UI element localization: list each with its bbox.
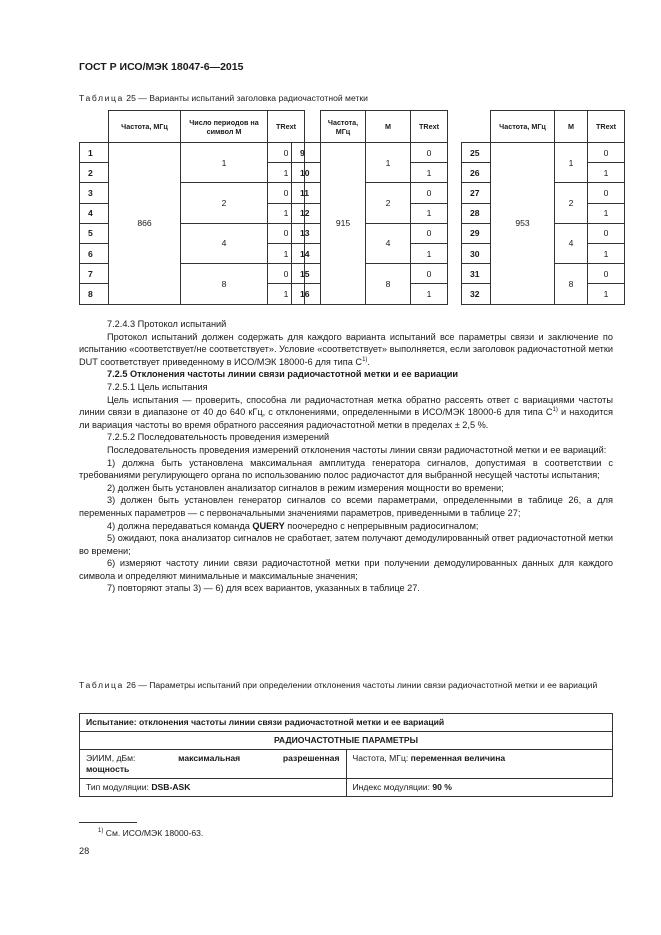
periods-cell: 1 — [181, 143, 268, 183]
trext-cell: 0 — [411, 223, 448, 243]
table26-eirp-cell: ЭИИМ, дБм: максимальная разрешенная мощность — [80, 750, 347, 779]
periods-cell: 1 — [366, 143, 411, 183]
table26-modulation-cell: Тип модуляции: DSB-ASK — [80, 779, 347, 797]
periods-cell: 8 — [181, 264, 268, 304]
periods-cell: 2 — [366, 183, 411, 223]
list-item: 4) должна передаваться команда QUERY поочередно с непрерывным радиосигналом; — [107, 520, 479, 531]
trext-cell: 0 — [268, 223, 305, 243]
trext-cell: 0 — [411, 183, 448, 203]
variant-number: 8 — [80, 284, 109, 304]
variant-number: 15 — [292, 264, 321, 284]
trext-cell: 0 — [588, 183, 625, 203]
list-item: 3) должен быть установлен генератор сигналов со всеми параметрами, определенными в таблице 26, а для переменных параметров — с первоначальными значениями параметров, приведенными в таблице 27; — [79, 495, 613, 518]
table26-section: РАДИОЧАСТОТНЫЕ ПАРАМЕТРЫ — [80, 732, 613, 750]
header-periods: M — [366, 111, 411, 143]
trext-cell: 0 — [268, 143, 305, 163]
table25-caption: Таблица 25 — Варианты испытаний заголовка радиочастотной метки — [79, 93, 368, 103]
trext-cell: 0 — [411, 143, 448, 163]
variant-number: 1 — [80, 143, 109, 163]
header-frequency: Частота, МГц — [321, 111, 366, 143]
trext-cell: 1 — [411, 284, 448, 304]
list-item: 7) повторяют этапы 3) — 6) для всех вариантов, указанных в таблице 27. — [107, 583, 420, 594]
variant-number: 30 — [462, 243, 491, 263]
table-row — [462, 143, 625, 163]
periods-cell: 4 — [181, 223, 268, 263]
trext-cell: 1 — [588, 203, 625, 223]
trext-cell: 0 — [588, 264, 625, 284]
periods-cell: 2 — [181, 183, 268, 223]
variant-number: 13 — [292, 223, 321, 243]
variant-number: 26 — [462, 163, 491, 183]
trext-cell: 0 — [268, 264, 305, 284]
table-row — [292, 264, 448, 284]
periods-cell: 4 — [366, 223, 411, 263]
table25-block — [461, 110, 625, 305]
trext-cell: 0 — [588, 223, 625, 243]
page-header: ГОСТ Р ИСО/МЭК 18047-6—2015 — [79, 61, 244, 73]
header-trext: TRext — [411, 111, 448, 143]
periods-cell: 2 — [555, 183, 588, 223]
variant-number: 32 — [462, 284, 491, 304]
heading-7-2-4-3: 7.2.4.3 Протокол испытаний — [107, 319, 227, 329]
header-trext: TRext — [268, 111, 305, 143]
table26 — [79, 713, 613, 797]
page-number: 28 — [79, 846, 90, 856]
table26-title: Испытание: отклонения частоты линии связи радиочастотной метки и ее вариаций — [80, 714, 613, 732]
variant-number: 27 — [462, 183, 491, 203]
trext-cell: 1 — [411, 243, 448, 263]
heading-7-2-5: 7.2.5 Отклонения частоты линии связи радиочастотной метки и ее вариации — [107, 369, 459, 380]
variant-number: 5 — [80, 223, 109, 243]
table-corner — [462, 111, 491, 143]
periods-cell: 8 — [555, 264, 588, 304]
trext-cell: 0 — [268, 183, 305, 203]
variant-number: 6 — [80, 243, 109, 263]
variant-number: 10 — [292, 163, 321, 183]
header-frequency: Частота, МГц — [109, 111, 181, 143]
trext-cell: 1 — [268, 284, 305, 304]
header-periods: Число периодов на символ M — [181, 111, 268, 143]
trext-cell: 1 — [268, 163, 305, 183]
table26-frequency-cell: Частота, МГц: переменная величина — [346, 750, 613, 779]
header-periods: M — [555, 111, 588, 143]
trext-cell: 1 — [588, 243, 625, 263]
footnote: $^{1)}$ См. ИСО/МЭК 18000-63. — [98, 828, 204, 838]
variant-number: 11 — [292, 183, 321, 203]
table25-block — [79, 110, 305, 305]
variant-number: 14 — [292, 243, 321, 263]
paragraph-purpose: Цель испытания — проверить, способна ли радиочастотная метка обратно рассеять ответ с вариациями частоты линии связи в диапазоне от 40 до 640 кГц, с отклонениями, определенными в ИСО/МЭК 18000-6 для типа $С^{1)}$ и находится ли вариация частоты во время обратного рассеяния радиочастотной метки в пределах ± 2,5 %. — [79, 394, 613, 430]
table-corner — [292, 111, 321, 143]
periods-cell: 4 — [555, 223, 588, 263]
frequency-cell: 915 — [321, 143, 366, 305]
heading-7-2-5-1: 7.2.5.1 Цель испытания — [107, 381, 208, 392]
trext-cell: 1 — [588, 163, 625, 183]
variant-number: 29 — [462, 223, 491, 243]
list-item: 6) измеряют частоту линии связи радиочастотной метки при получении демодулированных данных для каждого символа и определяют минимальные и максимальные значения; — [79, 558, 613, 581]
variant-number: 12 — [292, 203, 321, 223]
trext-cell: 1 — [411, 163, 448, 183]
table-corner — [80, 111, 109, 143]
variant-number: 31 — [462, 264, 491, 284]
paragraph-protocol: Протокол испытаний должен содержать для каждого варианта испытаний все параметры связи и заключение по испытанию «соответствует/не соответствует». Условие «соответствует» выполняется, если заголовок радиочастотной метки DUT соответствует приведенному в ИСО/МЭК 18000-6 для типа $С^{1)}$. — [79, 331, 613, 367]
trext-cell: 0 — [411, 264, 448, 284]
variant-number: 7 — [80, 264, 109, 284]
list-item: 5) ожидают, пока анализатор сигналов не сработает, затем получают демодулированный ответ радиочастотной метки во времени; — [79, 533, 613, 556]
table-row — [80, 143, 305, 163]
table-row — [292, 143, 448, 163]
frequency-cell: 953 — [491, 143, 555, 305]
variant-number: 3 — [80, 183, 109, 203]
variant-number: 4 — [80, 203, 109, 223]
table26-caption: Таблица 26 — Параметры испытаний при определении отклонения частоты линии связи радиочастотной метки и ее вариаций — [79, 680, 598, 690]
table-row — [292, 183, 448, 203]
paragraph-sequence: Последовательность проведения измерений отклонения частоты линии связи радиочастотной метки и ее вариаций: — [107, 444, 607, 455]
table26-modindex-cell: Индекс модуляции: 90 % — [346, 779, 613, 797]
periods-cell: 8 — [366, 264, 411, 304]
variant-number: 28 — [462, 203, 491, 223]
trext-cell: 0 — [588, 143, 625, 163]
variant-number: 16 — [292, 284, 321, 304]
header-frequency: Частота, МГц — [491, 111, 555, 143]
list-item: 2) должен быть установлен анализатор сигналов в режим измерения мощности во времени; — [107, 482, 504, 493]
variant-number: 2 — [80, 163, 109, 183]
trext-cell: 1 — [268, 243, 305, 263]
periods-cell: 1 — [555, 143, 588, 183]
frequency-cell: 866 — [109, 143, 181, 305]
trext-cell: 1 — [411, 203, 448, 223]
list-item: 1) должна быть установлена максимальная амплитуда генератора сигналов, допустимая в соответствии с требованиями регулирующего органа по использованию полос радиочастот для выбранной несущей частоты испытания; — [79, 457, 613, 481]
trext-cell: 1 — [588, 284, 625, 304]
variant-number: 9 — [292, 143, 321, 163]
heading-7-2-5-2: 7.2.5.2 Последовательность проведения измерений — [107, 432, 330, 443]
variant-number: 25 — [462, 143, 491, 163]
table25-block — [291, 110, 448, 305]
section-text — [79, 318, 613, 595]
trext-cell: 1 — [268, 203, 305, 223]
header-trext: TRext — [588, 111, 625, 143]
footnote-divider — [79, 822, 137, 823]
table-row — [292, 223, 448, 243]
